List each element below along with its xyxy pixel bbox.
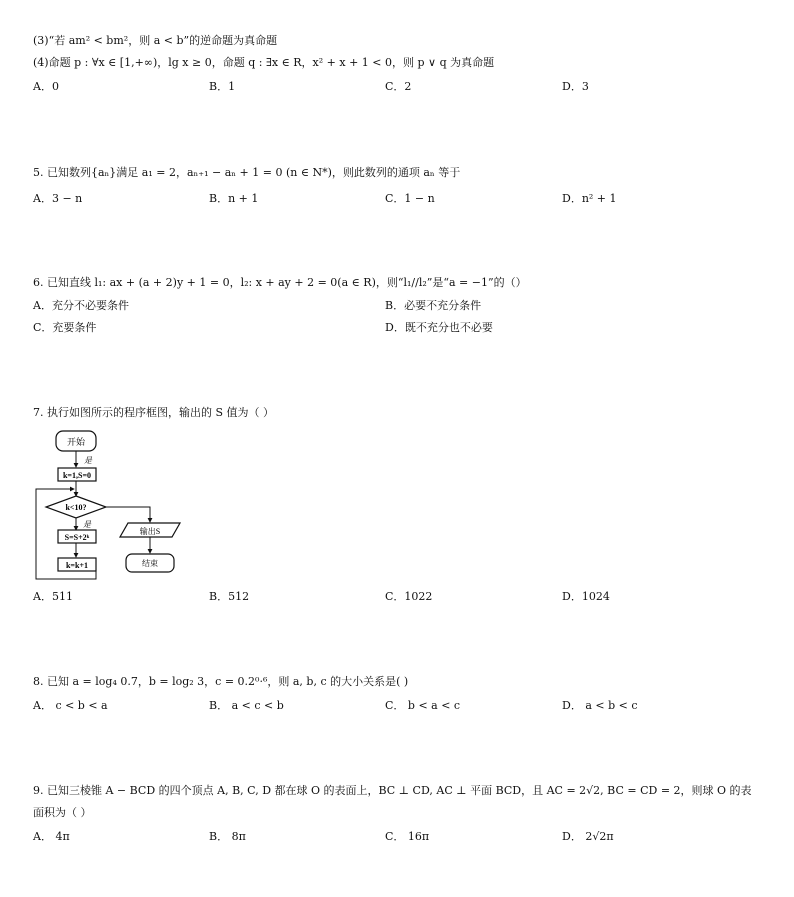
q7-stem: 7. 执行如图所示的程序框图，输出的 S 值为（ ） <box>33 406 275 419</box>
q8-option-d: D． a < b < c <box>562 699 638 712</box>
q4-line: (4)命题 p : ∀x ∈ [1,+∞)，lg x ≥ 0，命题 q : ∃x ∈ R，x² + x + 1 < 0，则 p ∨ q 为真命题 <box>33 56 495 69</box>
flow-update-label: S=S+2ᵏ <box>64 533 90 542</box>
flow-start-label: 开始 <box>66 437 86 447</box>
q5-stem: 5. 已知数列{aₙ}满足 a₁ = 2，aₙ₊₁ − aₙ + 1 = 0 (n ∈ N*)，则此数列的通项 aₙ 等于 <box>33 166 461 179</box>
flow-output-label: 输出S <box>139 527 161 536</box>
q4-option-a: A．0 <box>33 80 59 93</box>
flow-condition-label: k<10? <box>65 503 87 512</box>
q8-stem: 8. 已知 a = log₄ 0.7，b = log₂ 3，c = 0.2⁰·⁶，则 a, b, c 的大小关系是( ) <box>33 675 409 688</box>
q7-option-c: C．1022 <box>385 590 433 603</box>
q6-option-a: A．充分不必要条件 <box>33 299 129 312</box>
program-flowchart <box>30 425 190 585</box>
q6-stem: 6. 已知直线 l₁: ax + (a + 2)y + 1 = 0，l₂: x + ay + 2 = 0(a ∈ R)，则“l₁//l₂”是“a = −1”的（） <box>33 276 527 289</box>
q9-option-b: B． 8π <box>209 830 246 843</box>
q6-option-d: D．既不充分也不必要 <box>385 321 493 334</box>
q9-option-a: A． 4π <box>33 830 70 843</box>
q7-option-d: D．1024 <box>562 590 610 603</box>
flow-init-label: k=1,S=0 <box>62 471 92 480</box>
q7-option-a: A．511 <box>33 590 73 603</box>
flow-increment-label: k=k+1 <box>65 561 89 570</box>
q7-option-b: B．512 <box>209 590 250 603</box>
flow-yes-label-1: 是 <box>84 456 92 465</box>
q9-option-c: C． 16π <box>385 830 430 843</box>
flow-end-label: 结束 <box>142 559 158 568</box>
q5-option-d: D．n² + 1 <box>562 192 617 205</box>
q5-option-b: B．n + 1 <box>209 192 259 205</box>
q8-option-c: C． b < a < c <box>385 699 461 712</box>
q9-stem-line-1: 9. 已知三棱锥 A − BCD 的四个顶点 A, B, C, D 都在球 O 的表面上，BC ⊥ CD, AC ⊥ 平面 BCD，且 AC = 2√2, BC = CD = 2，则球 O 的表 <box>33 784 752 797</box>
q9-stem-line-2: 面积为（ ） <box>33 806 92 819</box>
q8-option-b: B． a < c < b <box>209 699 284 712</box>
q9-option-d: D． 2√2π <box>562 830 614 843</box>
flow-yes-label-2: 是 <box>83 520 91 529</box>
q6-option-c: C．充要条件 <box>33 321 97 334</box>
q4-option-c: C．2 <box>385 80 412 93</box>
q4-option-d: D．3 <box>562 80 589 93</box>
q6-option-b: B．必要不充分条件 <box>385 299 482 312</box>
q4-option-b: B．1 <box>209 80 236 93</box>
q5-option-c: C．1 − n <box>385 192 435 205</box>
q5-option-a: A．3 − n <box>33 192 83 205</box>
q3-line: (3)“若 am² < bm²，则 a < b”的逆命题为真命题 <box>33 34 278 47</box>
q8-option-a: A． c < b < a <box>33 699 108 712</box>
